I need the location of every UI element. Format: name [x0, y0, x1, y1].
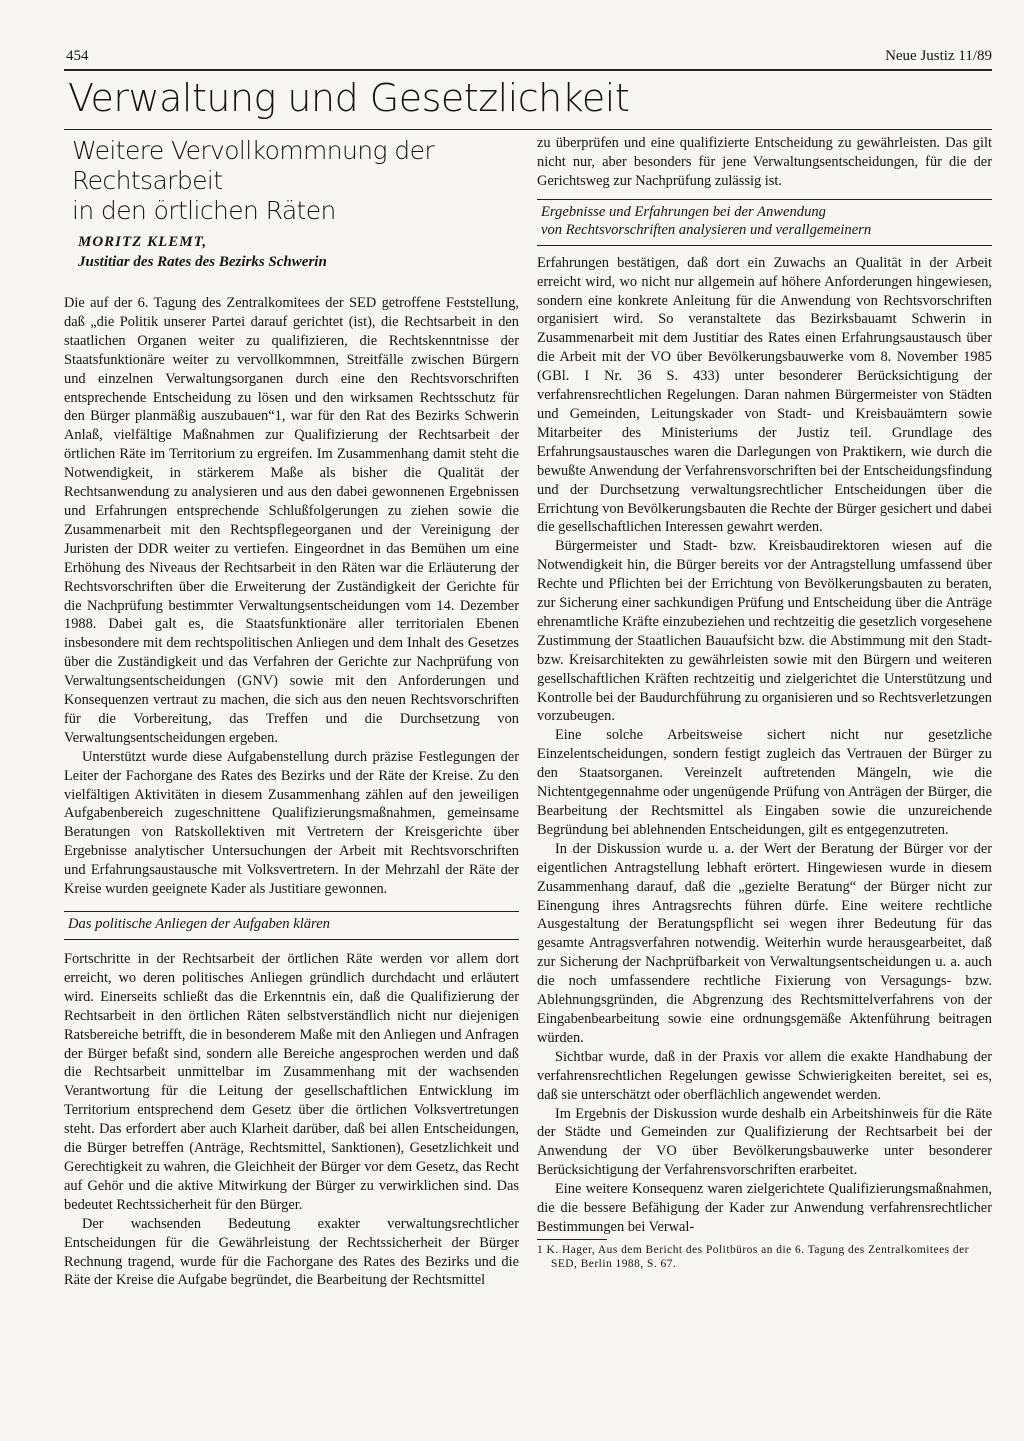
paragraph: Bürgermeister und Stadt- bzw. Kreisbaudirektoren wiesen auf die Notwendigkeit hin, die Bürger bereits vor der Antragstellung umfassend über Rechte und Pflichten bei der Errichtung von Bevölkerungsbauten zu beraten, zur Sicherung einer sachkundigen Prüfung und Entscheidung über die Anträge ehrenamtliche Kräfte einzubeziehen und rechtzeitig die gesetzlich vorgesehene Zustimmung der Staatlichen Bauaufsicht bzw. die Abstimmung mit den Stadt- bzw. Kreisarchitekten zu gewährleisten sowie mit den Bürgern und weiteren gesellschaftlichen Kräften rechtzeitig und zielgerichtet die Unterstützung und Kontrolle bei der Baudurchführung zu organisieren und so Rechtsverletzungen vorzubeugen. — [537, 538, 992, 725]
running-header — [66, 48, 992, 68]
paragraph: Eine solche Arbeitsweise sichert nicht nur gesetzliche Einzelentscheidungen, sondern festigt zugleich das Vertrauen der Bürger zu den Staatsorganen. Vereinzelt auftretenden Mängeln, wie die Nichtentgegennahme oder ungenügende Prüfung von Anträgen der Bürger, die Bearbeitung der Rechtsmittel als Eingaben sowie die unzureichende Begründung bei ablehnenden Entscheidungen, gilt es entgegenzutreten. — [537, 727, 992, 838]
byline — [78, 232, 519, 272]
subheading — [537, 199, 992, 246]
article-title — [72, 136, 519, 226]
paragraph: Fortschritte in der Rechtsarbeit der örtlichen Räte werden vor allem dort erreicht, wo deren politisches Anliegen gründlich durchdacht und erläutert wird. Einerseits schließt das die Erkenntnis ein, daß die Qualifizierung der Rechtsarbeit in den örtlichen Räten selbstverständlich nicht nur diejenigen Ratsbereiche betrifft, die in besonderem Maße mit den Anliegen und Anfragen der Bürger befaßt sind, sondern alle Bereiche angesprochen werden und daß die Rechtsarbeit unmittelbar im Zusammenhang mit der wachsenden Verantwortung für die Leitung der gesellschaftlichen Entwicklung im Territorium entsprechend dem Gesetz über die örtlichen Volksvertretungen steht. Das erfordert aber auch Klarheit darüber, daß bei allen Entscheidungen, die Bürger betreffen (Anträge, Rechtsmittel, Sanktionen), Gesetzlichkeit und Gerechtigkeit zu wahren, die Gleichheit der Bürger vor dem Gesetz, das Recht auf Gehör und die aktive Mitwirkung der Bürger zu verwirklichen sind. Das bedeutet Rechtssicherheit für den Bürger. — [64, 951, 519, 1213]
section-rule — [64, 129, 992, 130]
left-column — [64, 134, 519, 1290]
paragraph: Eine weitere Konsequenz waren zielgerichtete Qualifizierungsmaßnahmen, die die bessere Befähigung der Kader zur Anwendung verfahrensrechtlicher Bestimmungen bei Verwal- — [537, 1181, 992, 1235]
paragraph: Die auf der 6. Tagung des Zentralkomitees der SED getroffene Feststellung, daß „die Politik unserer Partei darauf gerichtet (ist), die Rechtsarbeit in den staatlichen Organen weiter zu qualifizieren, die Rechtskenntnisse der Staatsfunktionäre weiter zu vervollkommnen, Streitfälle zwischen Bürgern und einzelnen Verwaltungsorganen durch eine den Rechtsvorschriften entsprechende Entscheidung zu lösen und den wirksamen Rechtsschutz für den Bürger planmäßig auszubauen“1, war für den Rat des Bezirks Schwerin Anlaß, vielfältige Maßnahmen zur Qualifizierung der Rechtsarbeit der örtlichen Räte im Territorium zu ergreifen. Im Zusammenhang damit steht die Notwendigkeit, in stärkerem Maße als bisher die Qualität der Rechtsanwendung zu analysieren und aus den dabei gewonnenen Ergebnissen und Erfahrungen entsprechende Schlußfolgerungen zu ziehen sowie die Zusammenarbeit mit den Rechtspflegeorganen und der Vereinigung der Juristen der DDR weiter zu vertiefen. Eingeordnet in das Bemühen um eine Erhöhung des Niveaus der Rechtsarbeit in den Räten war die Erläuterung der Rechtsvorschriften über die Erweiterung der Zuständigkeit der Gerichte für die Nachprüfung bestimmter Verwaltungsentscheidungen vom 14. Dezember 1988. Dabei galt es, die Staatsfunktionäre aller territorialen Ebenen insbesondere mit dem rechtspolitischen Anliegen und dem Inhalt des Gesetzes über die Zuständigkeit und das Verfahren der Gerichte zur Nachprüfung von Verwaltungsentscheidungen (GNV) sowie mit den Anforderungen und Konsequenzen vertraut zu machen, die sich aus den neuen Rechtsvorschriften für die Vorbereitung, das Treffen und die Durchsetzung von Verwaltungsentscheidungen ergeben. — [64, 295, 519, 746]
article-title-line: Weitere Vervollkommnung der Rechtsarbeit — [72, 136, 435, 195]
author-name: MORITZ KLEMT, — [78, 234, 208, 250]
subheading: Das politische Anliegen der Aufgaben klären — [64, 911, 519, 940]
subheading-line: Ergebnisse und Erfahrungen bei der Anwendung — [541, 203, 826, 220]
paragraph: Erfahrungen bestätigen, daß dort ein Zuwachs an Qualität in der Arbeit erreicht wird, wo nicht nur allgemein auf höhere Anforderungen hingewiesen, sondern eine konkrete Anleitung für die Anwendung von Rechtsvorschriften organisiert wird. So veranstaltete das Bezirksbauamt Schwerin in Zusammenarbeit mit dem Justitiar des Rates einen Erfahrungsaustausch über die Arbeit mit der VO über Bevölkerungsbauwerke vom 8. November 1985 (GBl. I Nr. 36 S. 433) unter besonderer Berücksichtigung der verfahrensrechtlichen Regelungen. Daran nahmen Bürgermeister von Städten und Gemeinden, Leitungskader von Stadt- und Kreisbauämtern sowie Mitarbeiter des Ministeriums der Justiz teil. Grundlage des Erfahrungsaustausches waren die Darlegungen von Praktikern, wie durch die bewußte Anwendung der Verfahrensvorschriften bei der Entscheidungsfindung und der Durchsetzung verwaltungsrechtlicher Entscheidungen über die Errichtung von Bevölkerungsbauten die Rechte der Bürger gesichert und dabei die gesellschaftlichen Interessen gewahrt werden. — [537, 254, 992, 536]
right-body — [537, 134, 992, 1237]
paragraph: Unterstützt wurde diese Aufgabenstellung durch präzise Festlegungen der Leiter der Fachorgane des Rates des Bezirks und der Räte der Kreise. Zu den vielfältigen Aktivitäten in diesem Zusammenhang zählen auf den jeweiligen Aufgabenbereich zugeschnittene Qualifizierungsmaßnahmen, gemeinsame Beratungen von Ratskollektiven mit Vertretern der Kreisgerichte über Ergebnisse analytischer Untersuchungen der Arbeit mit Rechtsvorschriften und Erfahrungsaustausche mit Volksvertretern. In der Mehrzahl der Räte der Kreise wurden geeignete Kader als Justitiare gewonnen. — [64, 748, 519, 898]
journal-issue: Neue Justiz 11/89 — [885, 48, 992, 64]
page-number: 454 — [66, 48, 89, 64]
footnote: 1 K. Hager, Aus dem Bericht des Politbüros an die 6. Tagung des Zentralkomitees der SED, Berlin 1988, S. 67. — [537, 1243, 969, 1270]
article-title-line: in den örtlichen Räten — [72, 196, 336, 225]
header-rule — [64, 69, 992, 71]
right-column — [537, 134, 992, 1271]
subheading-line: von Rechtsvorschriften analysieren und verallgemeinern — [541, 221, 872, 238]
paragraph: Sichtbar wurde, daß in der Praxis vor allem die exakte Handhabung der verfahrensrechtlichen Regelungen gewisse Schwierigkeiten bereitet, sei es, daß sie unterschätzt oder oberflächlich angewendet werden. — [537, 1048, 992, 1103]
section-title: Verwaltung und Gesetzlichkeit — [68, 76, 630, 120]
left-body — [64, 294, 519, 1290]
paragraph: Im Ergebnis der Diskussion wurde deshalb ein Arbeitshinweis für die Räte der Städte und Gemeinden zur Qualifizierung der Rechtsarbeit bei der Anwendung der VO über Bevölkerungsbauwerke unter besonderer Berücksichtigung der Verfahrensvorschriften erarbeitet. — [537, 1105, 992, 1179]
footnote-rule — [537, 1239, 607, 1240]
author-role: Justitiar des Rates des Bezirks Schwerin — [78, 254, 327, 270]
paragraph: In der Diskussion wurde u. a. der Wert der Beratung der Bürger vor der eigentlichen Antragstellung lebhaft erörtert. Hingewiesen wurde in diesem Zusammenhang darauf, daß die „gezielte Beratung“ der Bürger nicht zur Einengung ihres Antragsrechts führen dürfe. Eine weitere rechtliche Ausgestaltung der Beratungspflicht sei wegen ihrer Bedeutung für das gesamte Antragsverfahren notwendig. Weiterhin wurde herausgearbeitet, daß zur Sicherung der Nachprüfbarkeit von Verwaltungsentscheidungen u. a. auch die noch umfassendere rechtliche Fixierung von Versagungs- bzw. Ablehnungsgründen, die Abgrenzung des Rechtsmittelverfahrens von der Eingabenbearbeitung sowie eine ordnungsgemäße Aktenführung beitragen würden. — [537, 840, 992, 1046]
paragraph: Der wachsenden Bedeutung exakter verwaltungsrechtlicher Entscheidungen für die Gewährleistung der Rechtssicherheit der Bürger Rechnung tragend, wurde für die Fachorgane des Rates des Bezirks und die Räte der Kreise die Aufgabe begründet, die Bearbeitung der Rechtsmittel — [64, 1215, 519, 1289]
paragraph: zu überprüfen und eine qualifizierte Entscheidung zu gewährleisten. Das gilt nicht nur, aber besonders für jene Verwaltungsentscheidungen, für die der Gerichtsweg zur Nachprüfung zulässig ist. — [537, 135, 992, 189]
